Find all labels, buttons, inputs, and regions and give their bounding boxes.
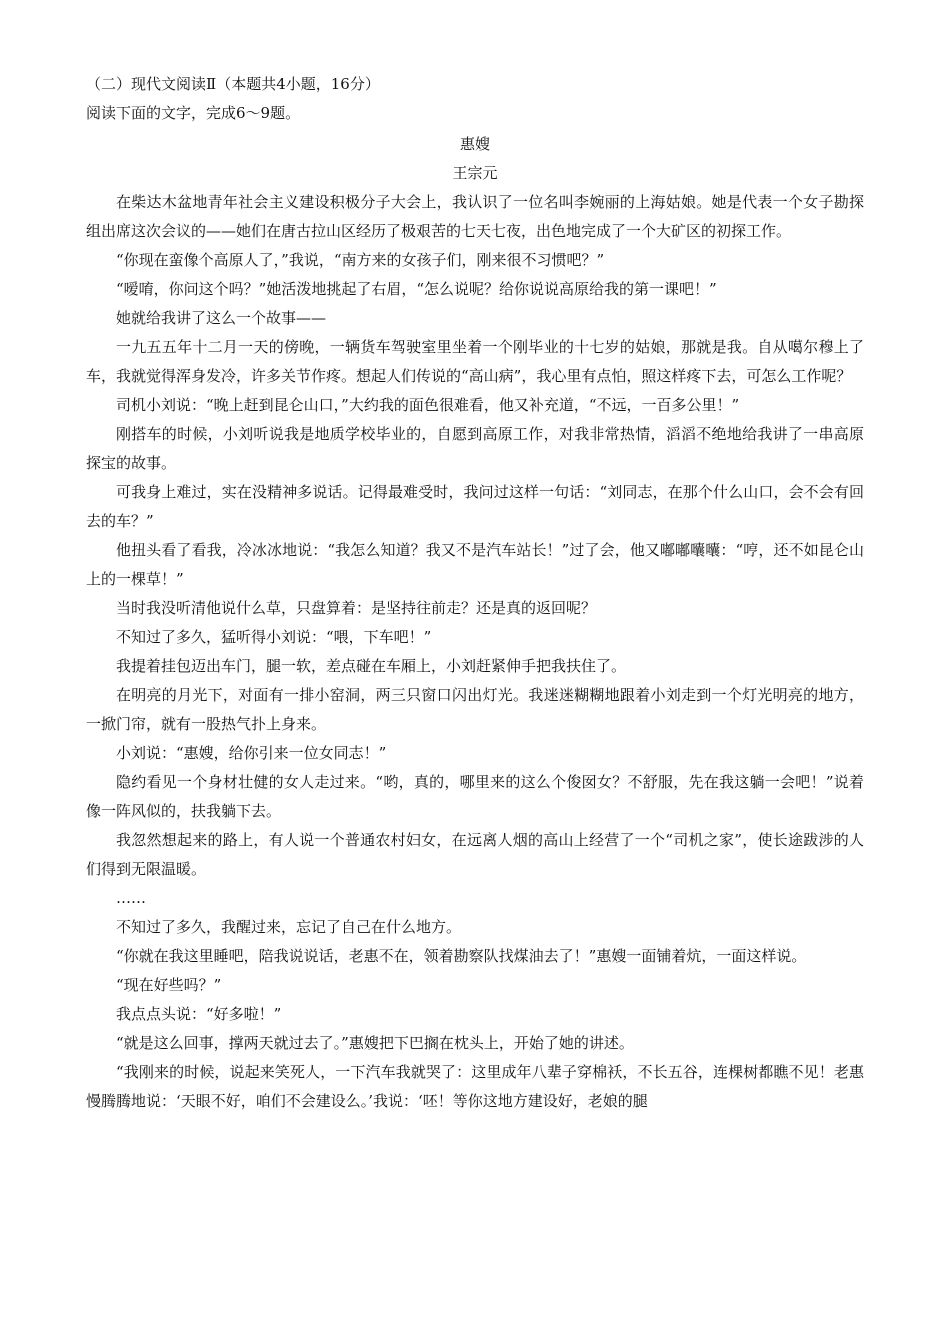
section-header: （二）现代文阅读Ⅱ（本题共4小题，16分） [86,75,380,93]
paragraph: 我提着挂包迈出车门，腿一软，差点碰在车厢上，小刘赶紧伸手把我扶住了。 [116,657,627,675]
paragraph: 在明亮的月光下，对面有一排小窑洞，两三只窗口闪出灯光。我迷迷糊糊地跟着小刘走到一个灯光明亮的地方，一掀门帘，就有一股热气扑上身来。 [86,686,864,733]
paragraph: 在柴达木盆地青年社会主义建设积极分子大会上，我认识了一位名叫李婉丽的上海姑娘。她是代表一个女子勘探组出席这次会议的——她们在唐古拉山区经历了极艰苦的七天七夜，出色地完成了一个大矿区的初探工作。 [86,193,864,240]
paragraph: 不知过了多久，猛听得小刘说：“喂，下车吧！” [116,628,432,646]
section-instruction: 阅读下面的文字，完成6～9题。 [86,104,301,122]
paragraph: 他扭头看了看我，冷冰冰地说：“我怎么知道？我又不是汽车站长！”过了会，他又嘟嘟囔囔：“哼，还不如昆仑山上的一棵草！” [86,541,864,588]
paragraph: “就是这么回事，撑两天就过去了。”惠嫂把下巴搁在枕头上，开始了她的讲述。 [116,1034,634,1052]
paragraph: “你现在蛮像个高原人了，”我说，“南方来的女孩子们，刚来很不习惯吧？” [116,251,605,269]
paragraph: 我点点头说：“好多啦！” [116,1005,282,1023]
paragraph: 我忽然想起来的路上，有人说一个普通农村妇女，在远离人烟的高山上经营了一个“司机之家”，使长途跋涉的人们得到无限温暖。 [86,831,864,878]
paragraph: 刚搭车的时候，小刘听说我是地质学校毕业的，自愿到高原工作，对我非常热情，滔滔不绝地给我讲了一串高原探宝的故事。 [86,425,864,472]
paragraph: 司机小刘说：“晚上赶到昆仑山口，”大约我的面色很难看，他又补充道，“不远，一百多公里！” [116,396,740,414]
paragraph: 不知过了多久，我醒过来，忘记了自己在什么地方。 [116,918,462,936]
paragraph: 当时我没听清他说什么草，只盘算着：是坚持往前走？还是真的返回呢？ [116,599,597,617]
article-title: 惠嫂 [459,135,490,153]
paragraph: “现在好些吗？” [116,976,222,994]
paragraph: 小刘说：“惠嫂，给你引来一位女同志！” [116,744,387,762]
paragraph: 她就给我讲了这么一个故事—— [116,309,327,327]
paragraph: “我刚来的时候，说起来笑死人，一下汽车我就哭了：这里成年八辈子穿棉袄，不长五谷，连棵树都瞧不见！老惠慢腾腾地说：‘天眼不好，咱们不会建设么。’我说：‘呸！等你这地方建设好，老娘的腿 [86,1063,864,1110]
paragraph: “你就在我这里睡吧，陪我说说话，老惠不在，领着勘察队找煤油去了！”惠嫂一面铺着炕，一面这样说。 [116,947,807,965]
ellipsis-paragraph: …… [116,889,146,907]
paragraph: “嗳唷，你问这个吗？”她活泼地挑起了右眉，“怎么说呢？给你说说高原给我的第一课吧！” [116,280,717,298]
article-author: 王宗元 [452,164,498,182]
paragraph: 隐约看见一个身材壮健的女人走过来。“哟，真的，哪里来的这么个俊囡女？不舒服，先在我这躺一会吧！”说着像一阵风似的，扶我躺下去。 [86,773,864,820]
paragraph: 可我身上难过，实在没精神多说话。记得最难受时，我问过这样一句话：“刘同志，在那个什么山口，会不会有回去的车？” [86,483,864,530]
paragraph: 一九五五年十二月一天的傍晚，一辆货车驾驶室里坐着一个刚毕业的十七岁的姑娘，那就是我。自从噶尔穆上了车，我就觉得浑身发冷，许多关节作疼。想起人们传说的“高山病”，我心里有点怕，照这样疼下去，可怎么工作呢？ [86,338,864,385]
